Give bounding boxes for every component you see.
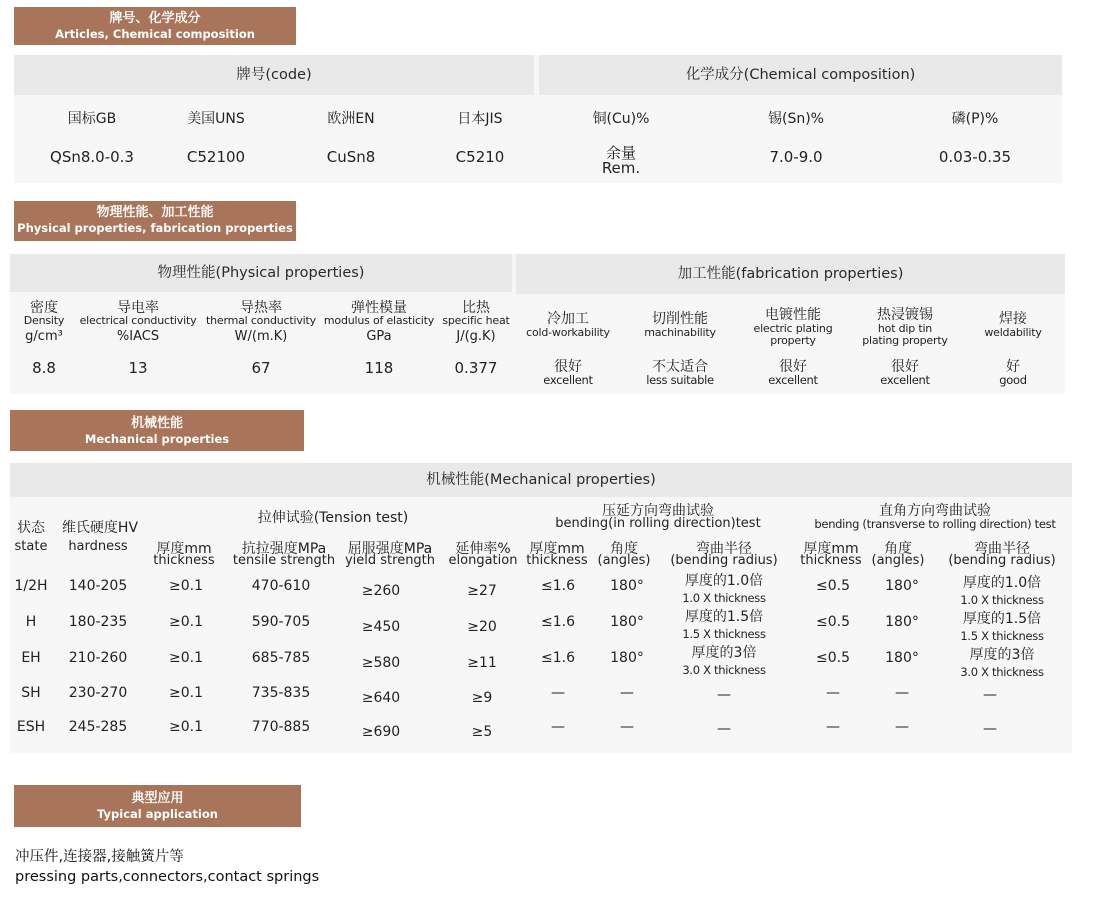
- row-hv: 245-285: [68, 719, 128, 735]
- phys-label-zh: 导电率: [117, 300, 159, 316]
- column-header-p: 磷(P)%: [951, 111, 999, 127]
- sub-header-radius-en: (bending radius): [948, 553, 1056, 568]
- row-rt: —: [551, 719, 565, 735]
- fab-label-zh: 焊接: [999, 311, 1027, 327]
- sub-header-angle-zh: 角度: [884, 541, 912, 557]
- value-sn: 7.0-9.0: [769, 148, 823, 166]
- value-cu-en: Rem.: [601, 159, 641, 177]
- sub-header-angle-zh: 角度: [610, 541, 638, 557]
- sub-header-radius-zh: 弯曲半径: [974, 541, 1030, 557]
- row-tt: —: [826, 685, 840, 701]
- row-el: ≥11: [467, 655, 497, 671]
- section-badge-mechanical: [10, 410, 304, 451]
- row-ra: —: [620, 685, 634, 701]
- fab-value-en: good: [999, 373, 1027, 387]
- sub-header-thickness-zh: 厚度mm: [156, 541, 212, 557]
- fab-label-zh: 电镀性能: [765, 307, 821, 323]
- sub-header-tensile-zh: 抗拉强度MPa: [241, 541, 327, 557]
- row-el: ≥9: [471, 690, 493, 706]
- row-ta: —: [895, 685, 909, 701]
- row-ta: —: [895, 719, 909, 735]
- sub-header-thickness-zh: 厚度mm: [529, 541, 585, 557]
- phys-label-zh: 比热: [462, 300, 490, 316]
- phys-label-en: modulus of elasticity: [323, 314, 435, 327]
- phys-unit: J/(g.K): [456, 329, 496, 344]
- row-transverse-radius-zh: 厚度的1.0倍: [962, 575, 1042, 591]
- row-rt: ≤1.6: [541, 614, 575, 630]
- fab-label-en: weldability: [984, 326, 1042, 339]
- row-state: ESH: [16, 719, 46, 735]
- row-rt: ≤1.6: [541, 650, 575, 666]
- row-hv: 140-205: [68, 578, 128, 594]
- row-hv: 180-235: [68, 614, 128, 630]
- section-title-en: Mechanical properties: [84, 432, 230, 447]
- row-transverse-radius: —: [983, 687, 997, 703]
- phys-unit: W/(m.K): [234, 329, 288, 344]
- row-tt: ≤0.5: [816, 614, 850, 630]
- row-ta: 180°: [885, 578, 919, 594]
- physical-header: 物理性能(Physical properties): [10, 254, 512, 292]
- row-hv: 230-270: [68, 685, 128, 701]
- rolling-group-header-en: bending(in rolling direction)test: [555, 516, 761, 531]
- column-header-en: 欧洲EN: [327, 111, 375, 127]
- row-rolling-radius: —: [717, 721, 731, 737]
- row-tt: ≤0.5: [816, 578, 850, 594]
- row-tt: —: [826, 719, 840, 735]
- sub-header-thickness-en: thickness: [153, 553, 215, 568]
- mechanical-header: 机械性能(Mechanical properties): [10, 463, 1072, 497]
- value-uns: C52100: [186, 148, 246, 166]
- column-header-jis: 日本JIS: [457, 111, 503, 127]
- value-cu: 余量: [605, 144, 636, 162]
- value-en: CuSn8: [326, 148, 376, 166]
- row-ts: 470-610: [251, 578, 311, 594]
- section-title-zh: 物理性能、加工性能: [96, 205, 214, 220]
- chem-header: 化学成分(Chemical composition): [539, 55, 1062, 95]
- phys-label-zh: 导热率: [240, 300, 282, 316]
- section-badge-physical: [14, 201, 296, 241]
- fab-value-en: excellent: [543, 373, 593, 387]
- fab-value-zh: 很好: [891, 359, 919, 375]
- row-rolling-radius-zh: 厚度的1.5倍: [684, 609, 764, 625]
- row-ys: ≥260: [361, 583, 401, 599]
- sub-header-thickness-en: thickness: [800, 553, 862, 568]
- sub-header-tensile-en: tensile strength: [232, 553, 336, 568]
- state-header-zh: 状态: [17, 520, 45, 536]
- fab-value-en: excellent: [768, 373, 818, 387]
- row-rolling-radius-en: 1.5 X thickness: [682, 627, 766, 641]
- row-ys: ≥580: [361, 655, 401, 671]
- column-header-sn: 锡(Sn)%: [768, 111, 824, 127]
- sub-header-yield-zh: 屈服强度MPa: [347, 541, 433, 557]
- row-ts: 685-785: [251, 650, 311, 666]
- fabrication-header: 加工性能(fabrication properties): [516, 254, 1065, 294]
- row-el: ≥5: [471, 724, 493, 740]
- phys-value: 118: [364, 359, 394, 377]
- code-header: 牌号(code): [14, 55, 534, 95]
- column-header-uns: 美国UNS: [187, 111, 245, 127]
- row-ys: ≥640: [361, 690, 401, 706]
- row-state: EH: [21, 650, 41, 666]
- row-rolling-radius: —: [717, 687, 731, 703]
- row-transverse-radius-zh: 厚度的3倍: [969, 647, 1035, 663]
- fab-label-en: cold-workability: [526, 326, 610, 339]
- phys-label-en: electrical conductivity: [79, 314, 197, 327]
- row-transverse-radius: —: [983, 721, 997, 737]
- phys-value: 8.8: [32, 359, 56, 377]
- row-ra: 180°: [610, 650, 644, 666]
- fab-label-zh: 冷加工: [547, 311, 589, 327]
- hardness-header-zh: 维氏硬度HV: [61, 520, 139, 536]
- fab-value-zh: 很好: [554, 359, 582, 375]
- row-transverse-radius-en: 1.0 X thickness: [960, 593, 1044, 607]
- row-transverse-radius-en: 3.0 X thickness: [960, 665, 1044, 679]
- section-title-en: Physical properties, fabrication properties: [17, 221, 293, 236]
- sub-header-radius-en: (bending radius): [670, 553, 778, 568]
- application-zh: 冲压件,连接器,接触簧片等: [15, 849, 184, 865]
- fab-label-en: electric plating: [753, 322, 833, 335]
- row-rt: —: [551, 685, 565, 701]
- phys-value: 0.377: [454, 359, 498, 377]
- fab-label-en: hot dip tin: [877, 322, 933, 335]
- transverse-group-header-en: bending (transverse to rolling direction) test: [814, 517, 1056, 531]
- rolling-group-header-zh: 压延方向弯曲试验: [602, 503, 714, 519]
- row-state: H: [25, 614, 37, 630]
- sub-header-angle-en: (angles): [597, 553, 651, 568]
- phys-value: 67: [251, 359, 271, 377]
- row-t: ≥0.1: [169, 578, 203, 594]
- row-transverse-radius-zh: 厚度的1.5倍: [962, 611, 1042, 627]
- phys-value: 13: [128, 359, 148, 377]
- row-tt: ≤0.5: [816, 650, 850, 666]
- sub-header-thickness-zh: 厚度mm: [803, 541, 859, 557]
- row-t: ≥0.1: [169, 614, 203, 630]
- phys-unit: g/cm³: [25, 329, 63, 344]
- column-header-cu: 铜(Cu)%: [592, 111, 650, 127]
- row-rolling-radius-zh: 厚度的3倍: [691, 645, 757, 661]
- row-hv: 210-260: [68, 650, 128, 666]
- fab-value-zh: 很好: [779, 359, 807, 375]
- fab-value-zh: 好: [1006, 359, 1020, 375]
- row-ta: 180°: [885, 650, 919, 666]
- row-rolling-radius-en: 1.0 X thickness: [682, 591, 766, 605]
- row-ys: ≥450: [361, 619, 401, 635]
- sub-header-elong-en: elongation: [448, 553, 518, 568]
- row-t: ≥0.1: [169, 719, 203, 735]
- row-el: ≥27: [467, 583, 497, 599]
- row-ts: 770-885: [251, 719, 311, 735]
- row-rolling-radius-en: 3.0 X thickness: [682, 663, 766, 677]
- column-header-gb: 国标GB: [67, 111, 117, 127]
- value-gb: QSn8.0-0.3: [50, 148, 134, 166]
- sub-header-radius-zh: 弯曲半径: [696, 541, 752, 557]
- phys-label-zh: 密度: [30, 300, 58, 316]
- row-rolling-radius-zh: 厚度的1.0倍: [684, 573, 764, 589]
- phys-label-en: thermal conductivity: [206, 314, 316, 327]
- section-title-zh: 机械性能: [130, 416, 183, 431]
- fab-label-zh: 热浸镀锡: [877, 307, 933, 323]
- row-rt: ≤1.6: [541, 578, 575, 594]
- row-state: 1/2H: [14, 578, 48, 594]
- row-t: ≥0.1: [169, 650, 203, 666]
- row-el: ≥20: [467, 619, 497, 635]
- row-t: ≥0.1: [169, 685, 203, 701]
- hardness-header-en: hardness: [68, 539, 128, 554]
- sub-header-elong-zh: 延伸率%: [455, 541, 511, 557]
- section-title-zh: 牌号、化学成分: [109, 11, 201, 26]
- section-badge-composition: [14, 7, 296, 45]
- row-state: SH: [21, 685, 41, 701]
- sub-header-yield-en: yield strength: [344, 553, 436, 568]
- fab-value-en: excellent: [880, 373, 930, 387]
- section-title-zh: 典型应用: [131, 791, 184, 806]
- phys-label-en: Density: [23, 314, 65, 327]
- row-ys: ≥690: [361, 724, 401, 740]
- tension-group-header: 拉伸试验(Tension test): [257, 510, 409, 526]
- fab-label-zh: 切削性能: [652, 311, 708, 327]
- row-ts: 590-705: [251, 614, 311, 630]
- section-title-en: Articles, Chemical composition: [55, 27, 255, 42]
- fab-label-en-2: plating property: [862, 334, 948, 347]
- row-ra: 180°: [610, 614, 644, 630]
- fab-value-zh: 不太适合: [652, 359, 708, 375]
- value-jis: C5210: [455, 148, 505, 166]
- row-ra: —: [620, 719, 634, 735]
- fab-value-en: less suitable: [646, 373, 714, 387]
- phys-unit: GPa: [366, 329, 392, 344]
- transverse-group-header-zh: 直角方向弯曲试验: [879, 503, 991, 519]
- sub-header-thickness-en: thickness: [526, 553, 588, 568]
- state-header-en: state: [14, 539, 48, 554]
- fab-label-en-2: property: [770, 334, 816, 347]
- phys-label-en: specific heat: [442, 314, 510, 327]
- section-badge-application: [14, 785, 301, 827]
- section-title-en: Typical application: [97, 807, 218, 822]
- row-transverse-radius-en: 1.5 X thickness: [960, 629, 1044, 643]
- row-ta: 180°: [885, 614, 919, 630]
- row-ra: 180°: [610, 578, 644, 594]
- row-ts: 735-835: [251, 685, 311, 701]
- phys-label-zh: 弹性模量: [351, 300, 407, 316]
- phys-unit: %IACS: [116, 329, 160, 344]
- fab-label-en: machinability: [644, 326, 716, 339]
- application-en: pressing parts,connectors,contact springs: [15, 869, 320, 885]
- sub-header-angle-en: (angles): [871, 553, 925, 568]
- value-p: 0.03-0.35: [938, 148, 1012, 166]
